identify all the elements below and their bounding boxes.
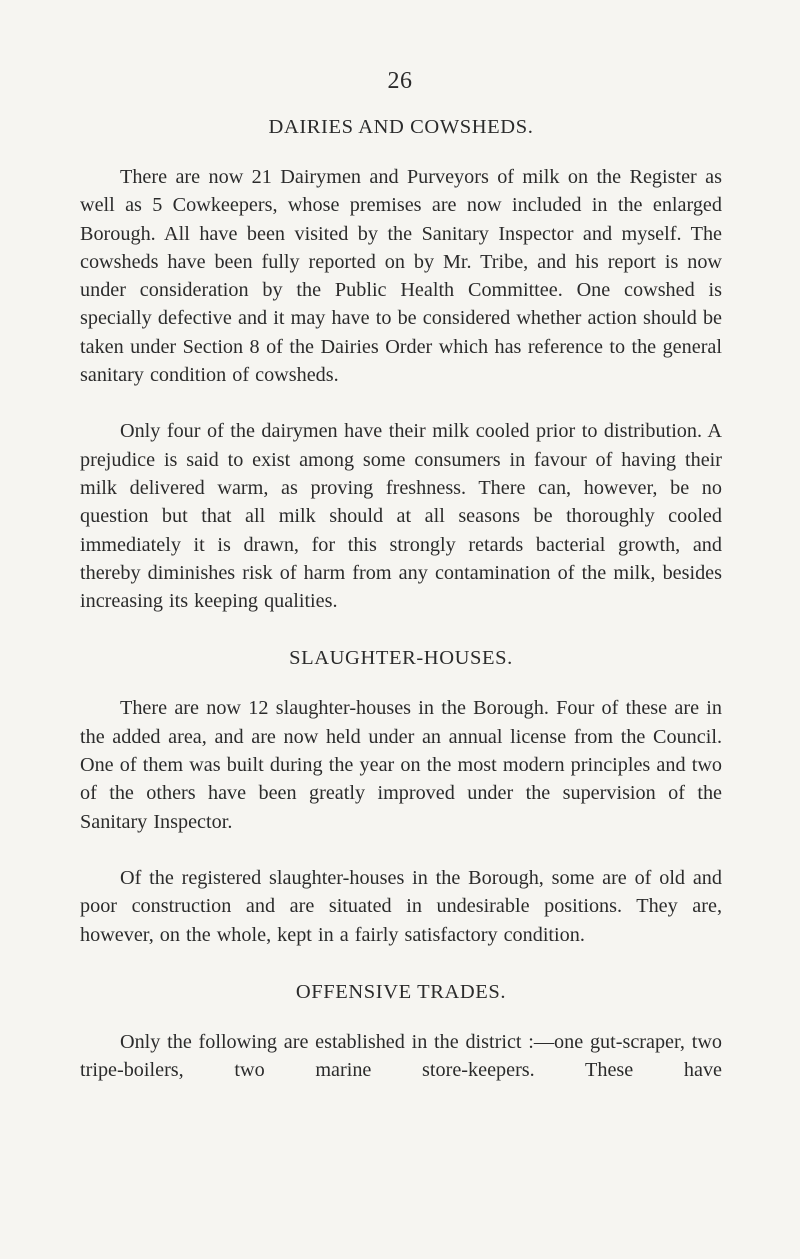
section-heading-dairies: DAIRIES AND COWSHEDS. — [268, 116, 534, 138]
paragraph-slaughter-2: Of the registered slaughter-houses in the Borough, some are of old and poor construction and are situated in undesirable positions. They are, however, on the whole, kept in a fairly satisfactory condition. — [80, 866, 722, 946]
section-heading-slaughter-houses: SLAUGHTER-HOUSES. — [289, 647, 513, 670]
paragraph-offensive-1: Only the following are established in the district :—one gut-scraper, two tripe-boilers, two marine store-keepers. These have — [80, 1030, 722, 1082]
page-number: 26 — [387, 68, 413, 94]
paragraph-slaughter-1: There are now 12 slaughter-houses in the Borough. Four of these are in the added area, and are now held under an annual license from the Council. One of them was built during the year on the most modern principles and two of the others have been greatly improved under the supervision of the Sanitary Inspector. — [80, 697, 722, 833]
section-heading-offensive-trades: OFFENSIVE TRADES. — [295, 980, 507, 1003]
paragraph-dairies-1: There are now 21 Dairymen and Purveyors of milk on the Register as well as 5 Cowkeepers, whose premises are now included in the enlarged Borough. All have been visited by the Sanitary Inspector and myself. The cowsheds have been fully reported on by Mr. Tribe, and his report is now under consideration by the Public Health Committee. One cowshed is specially defective and it may have to be considered whether action should be taken under Section 8 of the Dairies Order which has reference to the general sanitary condition of cowsheds. — [80, 166, 722, 387]
paragraph-dairies-2: Only four of the dairymen have their milk cooled prior to distribution. A prejudice is said to exist among some consumers in favour of having their milk delivered warm, as proving freshness. There can, however, be no question but that all milk should at all seasons be thoroughly cooled immediately it is drawn, for this strongly retards bacterial growth, and thereby diminishes risk of harm from any contamination of the milk, besides increasing its keeping qualities. — [80, 420, 722, 613]
page-body — [80, 112, 722, 1084]
